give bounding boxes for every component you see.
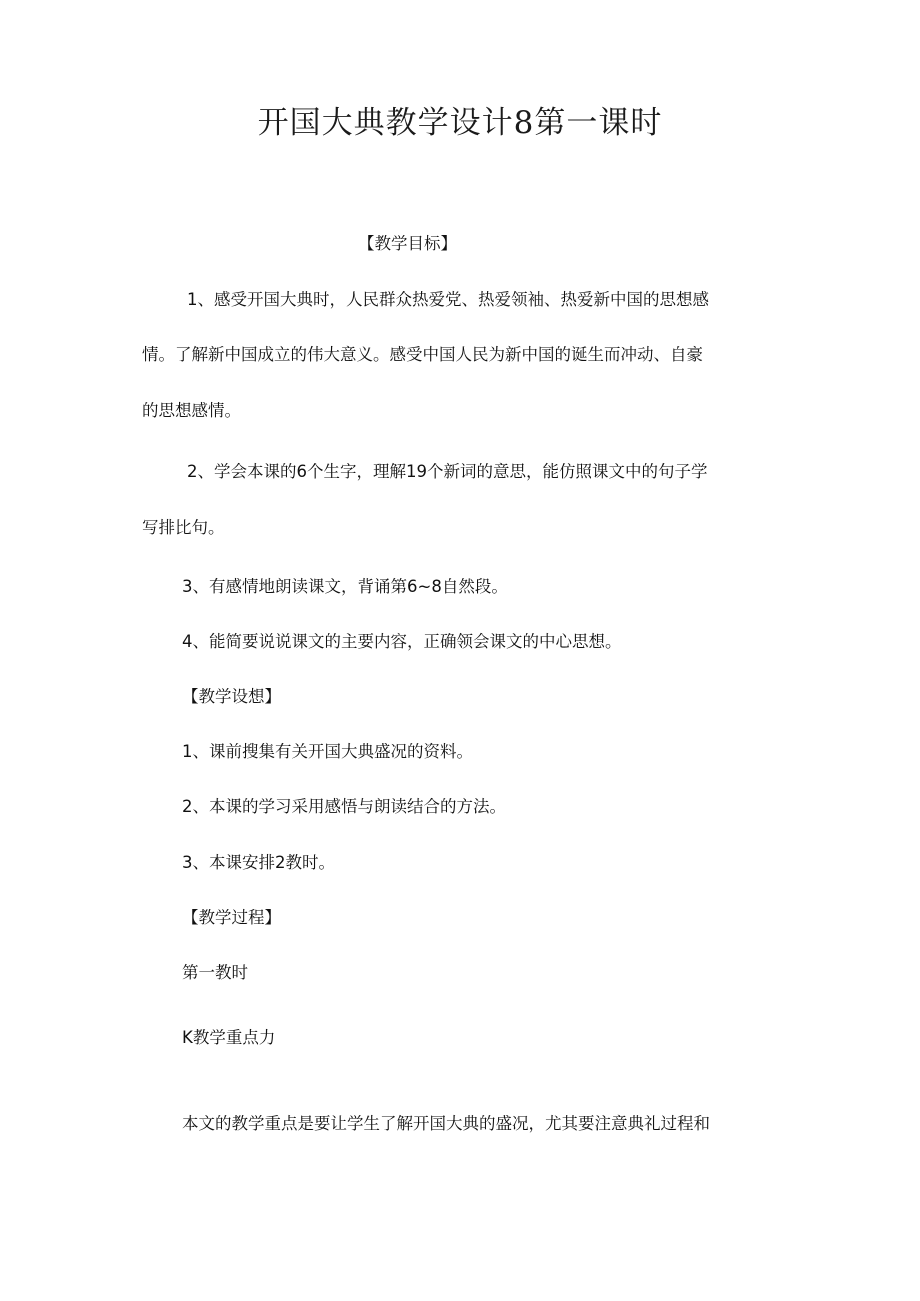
design-item-1: 1、课前搜集有关开国大典盛况的资料。: [182, 742, 473, 761]
design-item-3: 3、本课安排2教时。: [182, 853, 335, 872]
objectives-heading: 【教学目标】: [358, 234, 457, 253]
objective-1-line-3: 的思想感情。: [142, 401, 241, 420]
objective-4: 4、能简要说说课文的主要内容，正确领会课文的中心思想。: [182, 632, 622, 651]
objective-2-line-2: 写排比句。: [142, 518, 225, 537]
objective-1-line-1: 1、感受开国大典时，人民群众热爱党、热爱领袖、热爱新中国的思想感: [187, 290, 709, 309]
objective-1-line-2: 情。了解新中国成立的伟大意义。感受中国人民为新中国的诞生而冲动、自豪: [142, 345, 703, 364]
key-points-text: 本文的教学重点是要让学生了解开国大典的盛况，尤其要注意典礼过程和: [182, 1114, 710, 1133]
first-period-label: 第一教时: [182, 963, 248, 982]
objective-3: 3、有感情地朗读课文，背诵第6~8自然段。: [182, 577, 508, 596]
design-item-2: 2、本课的学习采用感悟与朗读结合的方法。: [182, 797, 506, 816]
process-heading: 【教学过程】: [182, 908, 281, 927]
document-title: 开国大典教学设计8第一课时: [257, 105, 663, 141]
design-heading: 【教学设想】: [182, 687, 281, 706]
objective-2-line-1: 2、学会本课的6个生字，理解19个新词的意思，能仿照课文中的句子学: [187, 462, 708, 481]
key-points-heading: K教学重点力: [182, 1028, 276, 1047]
